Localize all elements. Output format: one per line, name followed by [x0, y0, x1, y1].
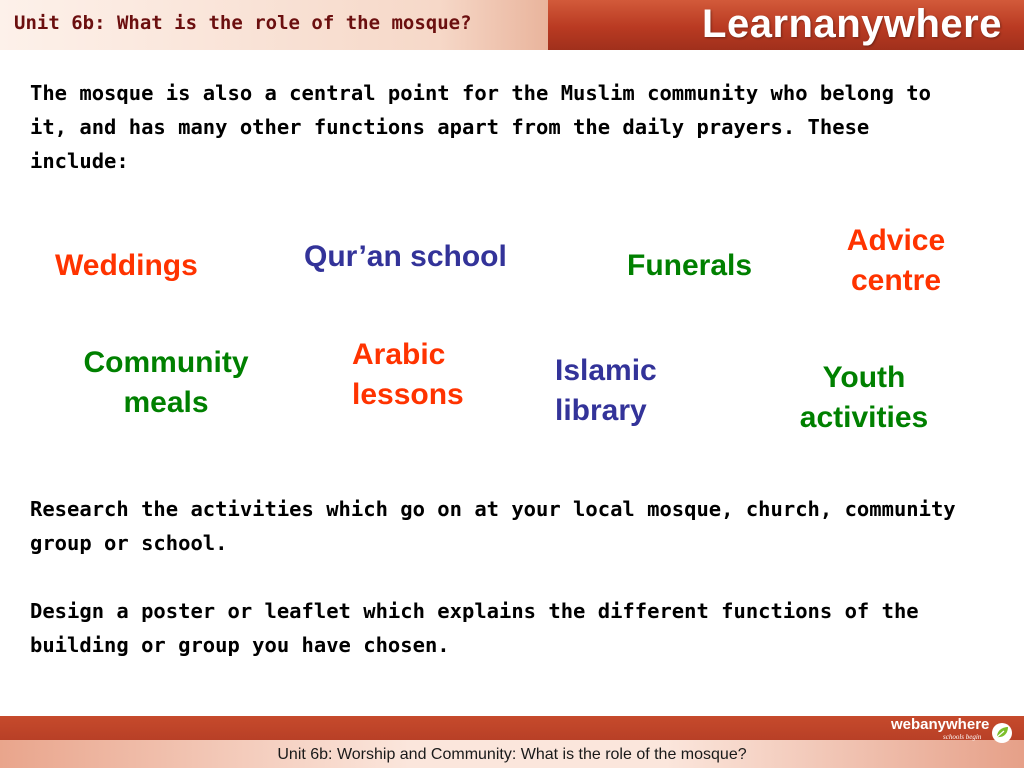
leaf-icon: [991, 722, 1013, 744]
webanywhere-brand: webanywhere: [891, 716, 990, 733]
function-label-line2: library: [555, 394, 647, 427]
page-title: Unit 6b: What is the role of the mosque?: [14, 12, 472, 34]
webanywhere-logo: [891, 716, 1019, 740]
function-label-line1: Advice: [846, 224, 946, 257]
function-funerals: [627, 246, 752, 286]
function-label-line1: Youth: [822, 361, 906, 394]
function-label-line2: lessons: [352, 378, 464, 411]
function-weddings: [55, 246, 198, 286]
function-youth-activities: [784, 358, 944, 438]
function-quran-school: [304, 237, 507, 277]
header-bar: [0, 0, 1024, 50]
function-label: Funerals: [627, 249, 753, 282]
footer-bar: [0, 716, 1024, 768]
function-arabic-lessons: [352, 335, 472, 415]
function-label-line2: centre: [850, 264, 942, 297]
function-islamic-library: [555, 351, 685, 431]
task-design: Design a poster or leaflet which explains the different functions of the building or group you have chosen.: [30, 599, 919, 657]
function-advice-centre: [836, 221, 956, 301]
function-label-line1: Arabic: [352, 338, 446, 371]
intro-paragraph: The mosque is also a central point for the Muslim community who belong to it, and has many other functions apart from the daily prayers. These include:: [30, 81, 931, 173]
webanywhere-tagline: schools begin: [943, 733, 982, 741]
function-label-line2: meals: [123, 386, 209, 419]
task-research: Research the activities which go on at your local mosque, church, community group or school.: [30, 497, 956, 555]
function-label: Qur’an school: [304, 240, 507, 273]
function-label-line1: Community: [83, 346, 249, 379]
function-label-line2: activities: [799, 401, 929, 434]
footer-title: Unit 6b: Worship and Community: What is the role of the mosque?: [277, 746, 747, 763]
function-label-line1: Islamic: [555, 354, 657, 387]
function-label: Weddings: [55, 249, 198, 282]
footer-band: [0, 740, 1024, 768]
learnanywhere-logo: Learnanywhere: [702, 2, 1002, 46]
function-community-meals: [76, 343, 256, 423]
